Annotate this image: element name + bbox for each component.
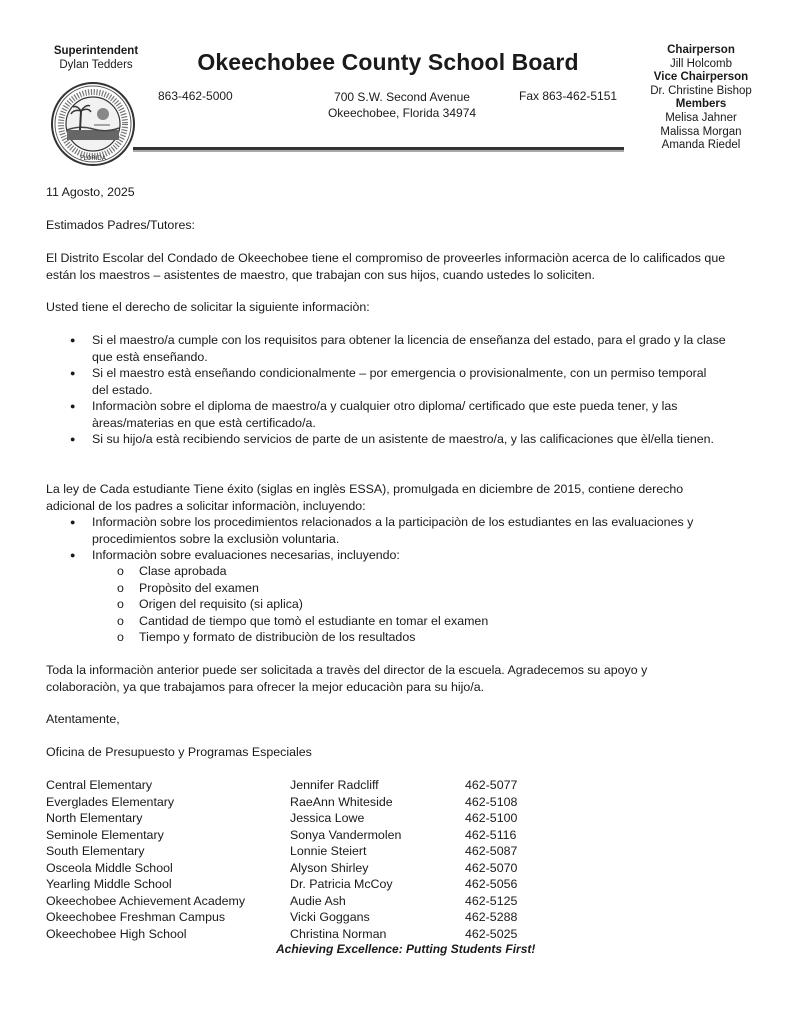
list-item: o Cantidad de tiempo que tomò el estudiante en tomar el examen	[46, 613, 726, 630]
vice-chair-title: Vice Chairperson	[653, 71, 749, 84]
rights-list	[46, 332, 726, 448]
contact-phone: 462-5100	[465, 811, 518, 825]
contact-phone: 462-5056	[465, 877, 518, 891]
list-item: ● Informaciòn sobre evaluaciones necesarias, incluyendo:	[46, 547, 726, 564]
contact-name: RaeAnn Whiteside	[290, 794, 393, 809]
superintendent-name: Dylan Tedders	[59, 59, 133, 71]
contact-phone: 462-5025	[465, 926, 518, 941]
contact-name: Christina Norman	[290, 926, 387, 941]
address-line-2: Okeechobee, Florida 34974	[327, 106, 477, 120]
member-name: Amanda Riedel	[661, 139, 741, 152]
school-name: Okeechobee Freshman Campus	[46, 910, 226, 924]
board-address	[304, 89, 500, 121]
essa-list	[46, 514, 726, 564]
essa-intro: La ley de Cada estudiante Tiene éxito (siglas en inglès ESSA), promulgada en diciembre de 2015, contiene derecho adicional de los padres a solicitar informaciòn, incluyendo:	[46, 482, 684, 513]
table-row	[46, 893, 746, 910]
list-item: ● Si el maestro està enseñando condicionalmente – por emergencia o provisionalmente, con un permiso temporal del estado.	[46, 365, 726, 398]
school-board-seal-logo	[50, 81, 136, 167]
school-name: Seminole Elementary	[46, 827, 164, 842]
board-fax: Fax 863-462-5151	[519, 89, 618, 103]
rights-intro: Usted tiene el derecho de solicitar la siguiente informaciòn:	[46, 300, 370, 314]
footer-motto: Achieving Excellence: Putting Students First!	[276, 942, 536, 956]
school-name: Central Elementary	[46, 778, 153, 792]
table-row	[46, 810, 746, 827]
table-row	[46, 860, 746, 877]
list-item: ● Si el maestro/a cumple con los requisitos para obtener la licencia de enseñanza del estado, para el grado y la clase que està enseñando.	[46, 332, 726, 365]
table-row	[46, 794, 746, 811]
list-item: o Clase aprobada	[46, 563, 726, 580]
contact-name: Vicki Goggans	[290, 910, 370, 924]
address-line-1: 700 S.W. Second Avenue	[334, 90, 470, 104]
school-name: Yearling Middle School	[46, 877, 172, 891]
chair-name: Jill Holcomb	[670, 57, 732, 70]
board-phone: 863-462-5000	[158, 89, 233, 103]
member-name: Malissa Morgan	[660, 125, 742, 138]
contact-name: Sonya Vandermolen	[290, 827, 402, 842]
superintendent-block	[40, 44, 152, 72]
list-item: ● Si su hijo/a està recibiendo servicios de parte de un asistente de maestro/a, y las calificaciones que èl/ella tienen.	[46, 431, 726, 448]
vice-chair-name: Dr. Christine Bishop	[650, 84, 752, 97]
contact-phone: 462-5087	[465, 844, 518, 858]
contact-name: Jessica Lowe	[290, 811, 365, 825]
evaluation-list	[46, 563, 726, 646]
list-item: o Origen del requisito (si aplica)	[46, 596, 726, 613]
contact-name: Alyson Shirley	[290, 860, 369, 875]
seal-label: FLORIDA	[80, 155, 106, 162]
members-title: Members	[675, 98, 727, 111]
contact-name: Jennifer Radcliff	[290, 778, 379, 792]
contact-phone: 462-5116	[465, 827, 517, 842]
table-row	[46, 843, 746, 860]
school-name: North Elementary	[46, 811, 143, 825]
chair-title: Chairperson	[667, 44, 735, 56]
contact-phone: 462-5108	[465, 794, 518, 809]
list-item: o Tiempo y formato de distribuciòn de los resultados	[46, 629, 726, 646]
table-row	[46, 926, 746, 943]
school-name: South Elementary	[46, 844, 145, 858]
office-name: Oficina de Presupuesto y Programas Especiales	[46, 745, 312, 759]
contact-phone: 462-5288	[465, 910, 518, 924]
contact-name: Dr. Patricia McCoy	[290, 877, 393, 891]
table-row	[46, 777, 746, 794]
school-name: Okeechobee High School	[46, 926, 187, 941]
contact-name: Lonnie Steiert	[290, 844, 367, 858]
list-item: ● Informaciòn sobre los procedimientos relacionados a la participaciòn de los estudiantes en las evaluaciones y procedimientos sobre la exclusiòn voluntaria.	[46, 514, 726, 547]
list-item: o Propòsito del examen	[46, 580, 726, 597]
member-name: Melisa Jahner	[665, 111, 737, 124]
table-row	[46, 827, 746, 844]
table-row	[46, 876, 746, 893]
contact-name: Audie Ash	[290, 893, 346, 908]
board-members-block	[628, 44, 774, 153]
letter-intro: El Distrito Escolar del Condado de Okeechobee tiene el compromiso de proveerles informaciòn acerca de lo calificados que están los maestros – asistentes de maestro, que trabajan con sus hijos, cuando ustedes lo soliciten.	[46, 251, 726, 282]
school-name: Okeechobee Achievement Academy	[46, 893, 246, 908]
contact-phone: 462-5077	[465, 778, 518, 792]
letter-greeting: Estimados Padres/Tutores:	[46, 218, 195, 232]
superintendent-title: Superintendent	[53, 45, 139, 57]
table-row	[46, 909, 746, 926]
board-title: Okeechobee County School Board	[197, 49, 579, 75]
school-name: Osceola Middle School	[46, 860, 173, 875]
sign-off: Atentamente,	[46, 712, 120, 726]
list-item: ● Informaciòn sobre el diploma de maestro/a y cualquier otro diploma/ certificado que este pueda tener, y las àreas/materias en que està certificado/a.	[46, 398, 726, 431]
contact-phone: 462-5070	[465, 860, 518, 875]
contact-phone: 462-5125	[465, 893, 518, 908]
school-name: Everglades Elementary	[46, 794, 175, 809]
letterhead-rule	[133, 147, 624, 150]
closing-paragraph: Toda la informaciòn anterior puede ser solicitada a travès del director de la escuela. Agradecemos su apoyo y colaboraciòn, ya que trabajamos para ofrecer la mejor educaciòn para su hijo/a.	[46, 663, 648, 694]
letter-date: 11 Agosto, 2025	[46, 185, 135, 199]
